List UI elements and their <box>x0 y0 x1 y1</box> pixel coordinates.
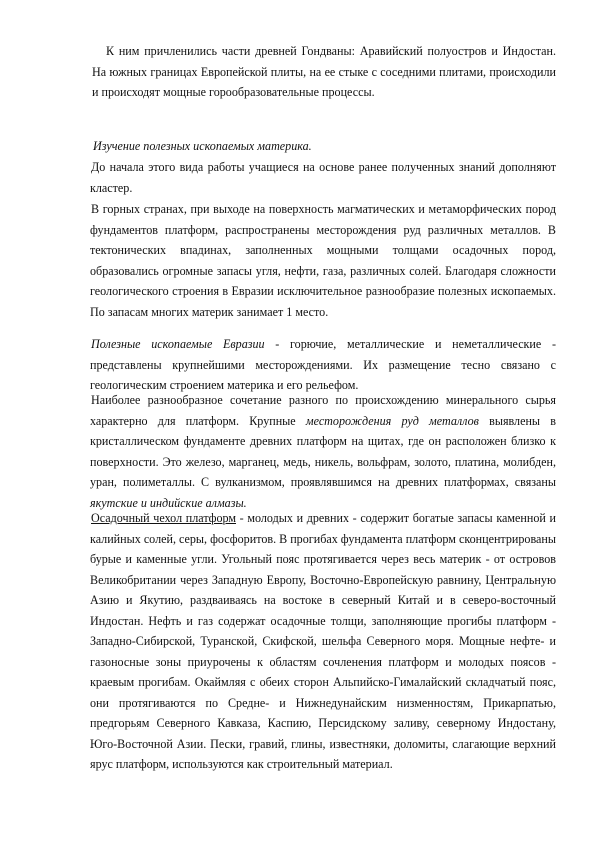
section-heading: Изучение полезных ископаемых материка. <box>93 139 312 153</box>
paragraph-text: выявлены в кристаллическом фундаменте древних платформ на щитах, где он расположен близко к поверхности. Это железо, марганец, медь, никель, вольфрам, золото, платина, молибден, уран, полиметаллы. С вулканизмом, проявлявшимся на древних платформах, связаны <box>90 413 556 489</box>
paragraph-cluster: До начала этого вида работы учащиеся на основе ранее полученных знаний дополняют кластер. <box>90 160 556 195</box>
paragraph-minerals-eurasia <box>90 334 556 396</box>
paragraph-text: - молодых и древних - содержит богатые запасы каменной и калийных солей, серы, фосфоритов. В прогибах фундамента платформ сконцентрированы бурые и каменные угли. Угольный пояс протягивается через весь материк - от островов Великобритании через Западную Европу, Восточно-Европейскую равнину, Центральную Азию и Якутию, раздваиваясь на востоке в северный Китай и в северо-восточный Индостан. Нефть и газ содержат осадочные толщи, заполняющие прогибы платформ - Западно-Сибирской, Туранской, Скифской, шельфа Северного моря. Мощные нефте- и газоносные зоны приурочены к областям сочленения платформ и молодых поясов - краевым прогибам. Окаймляя с обеих сторон Альпийско-Гималайский складчатый пояс, они протягиваются по Средне- и Нижнедунайским низменностям, Прикарпатью, предгорьям Северного Кавказа, Каспию, Персидскому заливу, северному Индостану, Юго-Восточной Азии. Пески, гравий, глины, известняки, доломиты, слагающие верхний ярус платформ, используются как строительный материал. <box>90 511 556 771</box>
paragraph-text: Наиболее разнообразное сочетание разного по происхождению минерального сырья характерно для платформ. Крупные <box>90 393 556 428</box>
italic-term-diamonds: якутские и индийские алмазы. <box>90 495 247 510</box>
italic-term-ore-deposits: месторождения руд металлов <box>305 413 479 428</box>
underlined-term-sedimentary-cover: Осадочный чехол платформ <box>91 511 237 525</box>
intro-paragraph: К ним причленились части древней Гондваны: Аравийский полуостров и Индостан. На южных границах Европейской плиты, на ее стыке с соседними плитами, происходили и происходят мощные горообразовательные процессы. <box>92 44 556 99</box>
paragraph-platform-ores <box>90 390 556 513</box>
italic-term-minerals: Полезные ископаемые Евразии <box>91 337 265 351</box>
paragraph-text: - горючие, металлические и неметаллические - представлены крупнейшими месторождениями. Их размещение тесно связано с геологическим строением материка и его рельефом. <box>90 337 556 392</box>
paragraph-sedimentary-cover <box>90 508 556 775</box>
paragraph-mountain-deposits: В горных странах, при выходе на поверхность магматических и метаморфических пород фундаментов платформ, распространены месторождения руд различных металлов. В тектонических впадинах, заполненных мощными толщами осадочных пород, образовались огромные запасы угля, нефти, газа, различных солей. Благодаря сложности геологического строения в Евразии исключительное разнообразие полезных ископаемых. По запасам многих материк занимает 1 место. <box>90 202 556 319</box>
